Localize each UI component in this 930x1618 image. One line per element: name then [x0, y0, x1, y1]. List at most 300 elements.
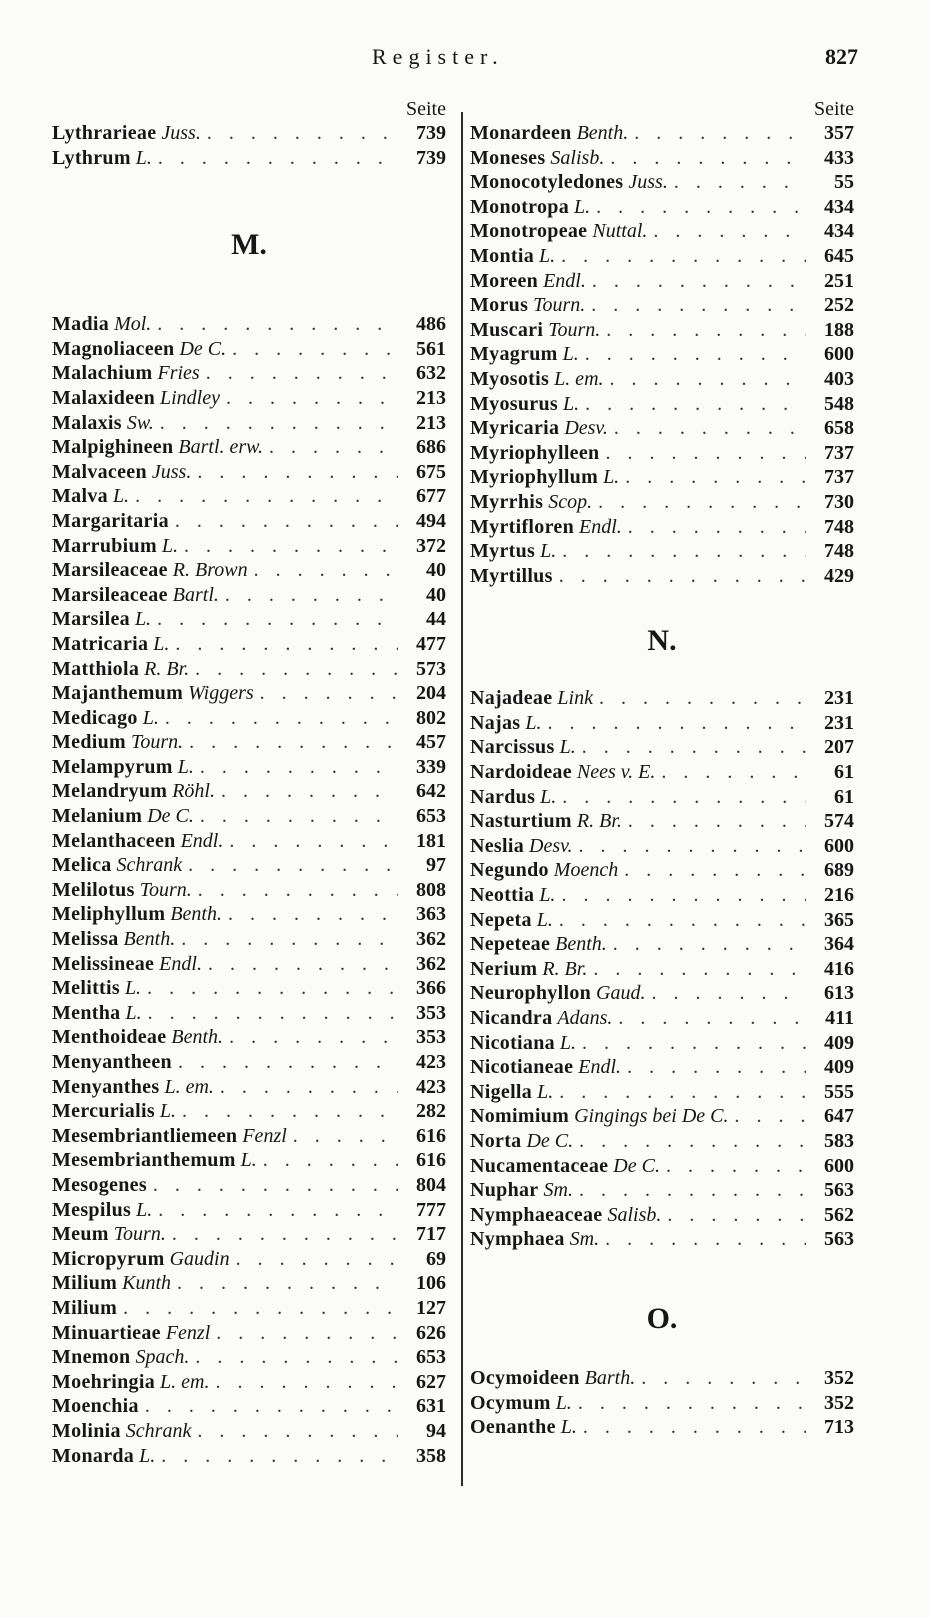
entry-name: Moneses: [470, 146, 546, 169]
index-entry: [52, 903, 446, 928]
entry-page: 352: [824, 1391, 854, 1414]
entry-page: 213: [416, 411, 446, 434]
right-column: [470, 98, 854, 1441]
index-entry: [52, 1002, 446, 1027]
index-entry: [470, 1179, 854, 1204]
entry-name: Medium: [52, 731, 127, 754]
leader-dots: [582, 736, 806, 759]
section-letter-o: O.: [646, 1301, 678, 1335]
index-entry: [470, 859, 854, 884]
index-entry: [52, 436, 446, 461]
index-entry: [470, 393, 854, 418]
entry-page: 616: [416, 1149, 446, 1172]
entry-author: Bartl. erw.: [178, 436, 264, 459]
entry-name: Monocotyledones: [470, 171, 624, 194]
leader-dots: [172, 1223, 398, 1246]
index-entry: [470, 368, 854, 393]
leader-dots: [157, 313, 398, 336]
entry-author: L. em.: [160, 1370, 210, 1393]
leader-dots: [200, 756, 398, 779]
entry-author: L.: [240, 1149, 257, 1172]
entry-author: L.: [136, 1198, 153, 1221]
entry-page: 204: [416, 682, 446, 705]
entry-author: L.: [142, 706, 159, 729]
page-header: [0, 44, 930, 76]
entry-author: De C.: [613, 1154, 660, 1177]
leader-dots: [226, 387, 398, 410]
entry-page: 548: [824, 392, 854, 415]
entry-page: 739: [416, 122, 446, 144]
entry-author: Benth.: [171, 1026, 224, 1049]
leader-dots: [592, 270, 806, 293]
entry-name: Mesembriantliemeen: [52, 1124, 238, 1147]
entry-page: 562: [824, 1203, 854, 1226]
entry-page: 573: [416, 657, 446, 680]
entry-name: Malaxis: [52, 411, 122, 434]
entry-author: L.: [559, 1031, 577, 1054]
entry-author: L.: [539, 884, 556, 907]
entry-author: Scop.: [548, 490, 593, 513]
leader-dots: [175, 633, 398, 656]
index-entry: [470, 220, 854, 245]
entry-author: L.: [540, 785, 557, 808]
entry-author: Benth.: [170, 903, 222, 926]
entry-page: 748: [824, 540, 854, 563]
entry-name: Menyanthes: [52, 1075, 160, 1098]
leader-dots: [674, 171, 806, 194]
entry-page: 231: [824, 711, 854, 734]
leader-dots: [599, 687, 806, 710]
leader-dots: [562, 786, 806, 809]
entry-author: L.: [161, 534, 179, 557]
index-entry: [470, 442, 854, 467]
entry-author: Link: [557, 687, 593, 710]
entry-author: L.: [159, 1100, 177, 1123]
entry-author: Spach.: [135, 1346, 190, 1369]
entry-author: Benth.: [123, 928, 176, 951]
entry-page: 188: [824, 318, 854, 341]
leader-dots: [148, 1002, 398, 1025]
entry-author: L.: [139, 1444, 156, 1467]
entry-name: Neottia: [470, 884, 535, 907]
entries-n: [470, 687, 854, 1253]
leader-dots: [182, 1100, 398, 1123]
entry-author: Tourn.: [139, 878, 192, 901]
index-entry: [52, 953, 446, 978]
leader-dots: [161, 1445, 398, 1468]
leader-dots: [236, 1248, 398, 1271]
entry-page: 600: [824, 1154, 854, 1177]
entry-page: 675: [416, 460, 446, 483]
entry-author: Fenzl: [165, 1321, 211, 1344]
index-entry: [470, 122, 854, 147]
entry-name: Moreen: [470, 269, 539, 292]
entry-author: Endl.: [579, 515, 622, 538]
index-entry: [52, 608, 446, 633]
leader-dots: [175, 510, 398, 533]
entry-page: 583: [824, 1129, 854, 1152]
leader-dots: [559, 909, 806, 932]
entry-name: Mesogenes: [52, 1173, 147, 1196]
index-entry: [52, 1420, 446, 1445]
index-entry: [470, 319, 854, 344]
entry-author: L.: [525, 711, 542, 734]
entry-author: Endl.: [578, 1056, 622, 1079]
index-entry: [52, 1076, 446, 1101]
leader-dots: [579, 1130, 806, 1153]
index-entry: [470, 516, 854, 541]
entry-page: 423: [416, 1051, 446, 1073]
entry-page: 713: [824, 1416, 854, 1439]
entry-page: 457: [416, 731, 446, 754]
entry-page: 366: [416, 977, 446, 1000]
index-entry: [470, 909, 854, 934]
leader-dots: [585, 343, 806, 366]
entry-author: Endl.: [180, 829, 224, 852]
leader-dots: [178, 1051, 398, 1074]
index-entry: [52, 510, 446, 535]
entry-author: L.: [134, 608, 152, 631]
index-entry: [52, 756, 446, 781]
index-entry: [52, 830, 446, 855]
entry-page: 40: [426, 583, 446, 606]
entry-name: Malvaceen: [52, 460, 147, 483]
entry-name: Neslia: [470, 834, 525, 857]
entry-name: Norta: [470, 1129, 522, 1152]
entry-name: Milium: [52, 1296, 118, 1319]
entry-author: R. Br.: [144, 657, 190, 680]
entry-page: 653: [416, 805, 446, 828]
entry-author: R. Br.: [542, 957, 588, 980]
index-entry: [470, 933, 854, 958]
leader-dots: [158, 1199, 398, 1222]
index-entry: [52, 1371, 446, 1396]
entry-page: 433: [824, 146, 854, 169]
entry-name: Malachium: [52, 362, 153, 385]
entry-page: 251: [824, 269, 854, 292]
entry-author: Tourn.: [548, 318, 601, 341]
leader-dots: [652, 982, 807, 1005]
entry-page: 357: [824, 122, 854, 144]
entry-name: Marsileaceae: [52, 559, 168, 582]
leader-dots: [208, 953, 398, 976]
leader-dots: [200, 805, 398, 828]
entry-author: L.: [540, 540, 557, 563]
entry-name: Monotropa: [470, 195, 569, 218]
leader-dots: [263, 1149, 398, 1172]
entry-author: L.: [177, 755, 194, 778]
index-entry: [52, 633, 446, 658]
entry-page: 94: [426, 1419, 446, 1442]
entry-page: 339: [416, 755, 446, 778]
entry-page: 647: [824, 1105, 854, 1128]
entry-page: 737: [824, 441, 854, 464]
index-entry: [52, 879, 446, 904]
entry-author: L.: [574, 195, 591, 218]
entry-name: Nigella: [470, 1080, 533, 1103]
leader-dots: [583, 1416, 806, 1439]
leader-dots: [548, 712, 806, 735]
entry-author: Wiggers: [188, 682, 254, 705]
index-entry: [470, 491, 854, 516]
entry-author: L.: [555, 1391, 572, 1414]
entry-author: Gingings bei De C.: [574, 1105, 729, 1128]
leader-dots: [221, 780, 398, 803]
leader-dots: [206, 362, 398, 385]
index-entry: [470, 1204, 854, 1229]
leader-dots: [123, 1297, 398, 1320]
index-entry: [52, 559, 446, 584]
entry-author: Gaudin: [169, 1247, 230, 1270]
leader-dots: [228, 903, 398, 926]
entry-page: 127: [416, 1296, 446, 1319]
entry-name: Madia: [52, 313, 110, 336]
index-entry: [52, 1026, 446, 1051]
entry-name: Matricaria: [52, 632, 149, 655]
entry-name: Lythrum: [52, 146, 131, 169]
index-entry: [470, 786, 854, 811]
entry-author: Moench: [553, 859, 619, 882]
leader-dots: [188, 854, 398, 877]
leader-dots: [147, 977, 398, 1000]
index-entry: [470, 982, 854, 1007]
leader-dots: [195, 658, 398, 681]
entry-page: 252: [824, 294, 854, 317]
leader-dots: [614, 417, 806, 440]
entry-page: 627: [416, 1370, 446, 1393]
entry-author: R. Brown: [172, 559, 248, 582]
index-entry: [52, 854, 446, 879]
entry-author: Benth.: [576, 122, 629, 144]
leader-dots: [582, 1032, 806, 1055]
index-entry: [470, 958, 854, 983]
index-entry: [470, 270, 854, 295]
entry-author: Bartl.: [172, 583, 219, 606]
entry-author: Adans.: [557, 1007, 613, 1029]
leader-dots: [610, 368, 806, 391]
leader-dots: [153, 1174, 398, 1197]
index-entry: [470, 171, 854, 196]
entry-page: 429: [824, 564, 854, 587]
index-entry: [52, 1149, 446, 1174]
entry-name: Nicandra: [470, 1007, 553, 1029]
entry-page: 631: [416, 1395, 446, 1418]
index-entry: [52, 122, 446, 147]
entry-page: 365: [824, 908, 854, 931]
entry-page: 364: [824, 933, 854, 956]
index-entry: [52, 1445, 446, 1470]
entry-page: 55: [834, 171, 854, 194]
entry-author: R. Br.: [576, 810, 622, 833]
index-entry: [470, 343, 854, 368]
index-entry: [470, 294, 854, 319]
index-entry: [470, 1416, 854, 1441]
entry-author: Tourn.: [533, 294, 586, 317]
leader-dots: [628, 516, 806, 539]
entry-name: Mesembrianthemum: [52, 1149, 236, 1172]
entry-author: Schrank: [116, 854, 183, 877]
entry-page: 207: [824, 736, 854, 759]
entry-name: Melanium: [52, 805, 143, 828]
entry-page: 69: [426, 1247, 446, 1270]
entry-page: 777: [416, 1198, 446, 1221]
entry-page: 40: [426, 559, 446, 582]
entry-name: Monotropeae: [470, 220, 588, 243]
leader-dots: [260, 682, 398, 705]
entry-page: 403: [824, 367, 854, 390]
entry-page: 216: [824, 884, 854, 907]
entry-name: Nepeteae: [470, 933, 551, 956]
leader-dots: [627, 1056, 806, 1079]
entry-name: Melissa: [52, 928, 119, 951]
leader-dots: [606, 319, 806, 342]
entry-name: Meum: [52, 1223, 109, 1246]
index-entry: [470, 1228, 854, 1253]
entry-name: Majanthemum: [52, 682, 184, 705]
entry-page: 409: [824, 1031, 854, 1054]
entry-name: Mespilus: [52, 1198, 132, 1221]
leader-dots: [181, 928, 398, 951]
entry-page: 600: [824, 343, 854, 366]
entry-name: Narcissus: [470, 736, 555, 759]
entry-name: Malaxideen: [52, 386, 155, 409]
entry-name: Nuphar: [470, 1179, 539, 1202]
entry-author: L.: [537, 1080, 554, 1103]
index-entry: [470, 1130, 854, 1155]
entry-page: 477: [416, 632, 446, 655]
entry-name: Nicotianeae: [470, 1056, 574, 1079]
entry-name: Myrtillus: [470, 564, 553, 587]
entry-author: Sm.: [569, 1228, 600, 1251]
entry-page: 613: [824, 982, 854, 1005]
entry-name: Myriophylleen: [470, 441, 600, 464]
entry-name: Melica: [52, 854, 112, 877]
entry-page: 677: [416, 485, 446, 508]
leader-dots: [157, 608, 398, 631]
entry-page: 642: [416, 780, 446, 803]
leader-dots: [598, 491, 806, 514]
leader-dots: [254, 559, 398, 582]
index-entry: [52, 1346, 446, 1371]
entry-name: Nucamentaceae: [470, 1154, 609, 1177]
entry-name: Myrtus: [470, 540, 536, 563]
entry-name: Mentha: [52, 1001, 121, 1024]
entry-author: Benth.: [555, 933, 607, 956]
entry-page: 353: [416, 1001, 446, 1024]
entry-page: 282: [416, 1100, 446, 1123]
leader-dots: [197, 1420, 398, 1443]
index-entry: [470, 147, 854, 172]
entry-name: Mnemon: [52, 1346, 131, 1369]
entry-name: Nymphaeaceae: [470, 1203, 603, 1226]
index-entry: [52, 485, 446, 510]
entry-name: Moenchia: [52, 1395, 139, 1418]
entry-name: Melanthaceen: [52, 829, 176, 852]
entry-name: Myricaria: [470, 417, 560, 440]
seite-label: Seite: [814, 98, 854, 120]
entry-name: Nicotiana: [470, 1031, 555, 1054]
index-entry: [470, 540, 854, 565]
entry-name: Myriophyllum: [470, 466, 599, 489]
index-entry: [52, 584, 446, 609]
section-letter-m: M.: [231, 228, 267, 262]
leader-dots: [653, 220, 806, 243]
entry-page: 363: [416, 903, 446, 926]
entry-author: Mol.: [114, 313, 152, 336]
entry-name: Myagrum: [470, 343, 558, 366]
entry-name: Marrubium: [52, 534, 157, 557]
index-entry: [470, 761, 854, 786]
index-entry: [470, 1007, 854, 1032]
section-letter-n: N.: [647, 624, 677, 658]
entry-author: De C.: [179, 337, 227, 360]
entry-name: Montia: [470, 244, 535, 267]
index-entry: [470, 1392, 854, 1417]
index-entry: [470, 835, 854, 860]
entry-author: Sm.: [543, 1179, 573, 1202]
index-entry: [52, 1125, 446, 1150]
entry-page: 689: [824, 859, 854, 882]
entry-page: 626: [416, 1321, 446, 1344]
entry-name: Magnoliaceen: [52, 337, 175, 360]
entry-name: Myrrhis: [470, 490, 544, 513]
entry-page: 561: [416, 337, 446, 360]
entry-name: Nepeta: [470, 908, 532, 931]
entry-name: Margaritaria: [52, 509, 169, 532]
entry-author: De C.: [526, 1129, 574, 1152]
entry-name: Melittis: [52, 977, 120, 1000]
entry-name: Malva: [52, 485, 108, 508]
entry-author: L.: [603, 466, 620, 489]
entry-page: 555: [824, 1080, 854, 1103]
entry-page: 632: [416, 362, 446, 385]
entry-author: Desv.: [529, 834, 573, 857]
entry-page: 97: [426, 854, 446, 877]
seite-label: Seite: [406, 98, 446, 120]
leader-dots: [562, 540, 806, 563]
entry-name: Najadeae: [470, 687, 553, 710]
entry-page: 353: [416, 1026, 446, 1049]
index-entry: [470, 884, 854, 909]
entry-name: Molinia: [52, 1419, 121, 1442]
leader-dots: [293, 1125, 398, 1148]
index-entry: [470, 1032, 854, 1057]
entry-name: Negundo: [470, 859, 549, 882]
entry-name: Mercurialis: [52, 1100, 155, 1123]
leader-dots: [591, 294, 806, 317]
entry-name: Ocymoideen: [470, 1366, 580, 1389]
index-entry: [470, 736, 854, 761]
entry-author: Juss.: [161, 122, 201, 144]
entry-page: 486: [416, 313, 446, 336]
entry-author: L. em.: [554, 367, 604, 390]
entry-name: Morus: [470, 294, 529, 317]
entry-author: L.: [125, 1001, 142, 1024]
entry-author: L.: [536, 908, 553, 931]
entry-name: Myosurus: [470, 392, 558, 415]
entry-name: Najas: [470, 711, 521, 734]
entry-author: Tourn.: [113, 1223, 166, 1246]
leader-dots: [559, 1081, 806, 1104]
leader-dots: [593, 958, 806, 981]
index-entry: [52, 707, 446, 732]
column-divider: [461, 112, 463, 1486]
entry-name: Melilotus: [52, 878, 135, 901]
entry-page: 802: [416, 706, 446, 729]
index-entry: [52, 338, 446, 363]
index-entry: [52, 780, 446, 805]
entry-name: Nardoideae: [470, 761, 572, 784]
